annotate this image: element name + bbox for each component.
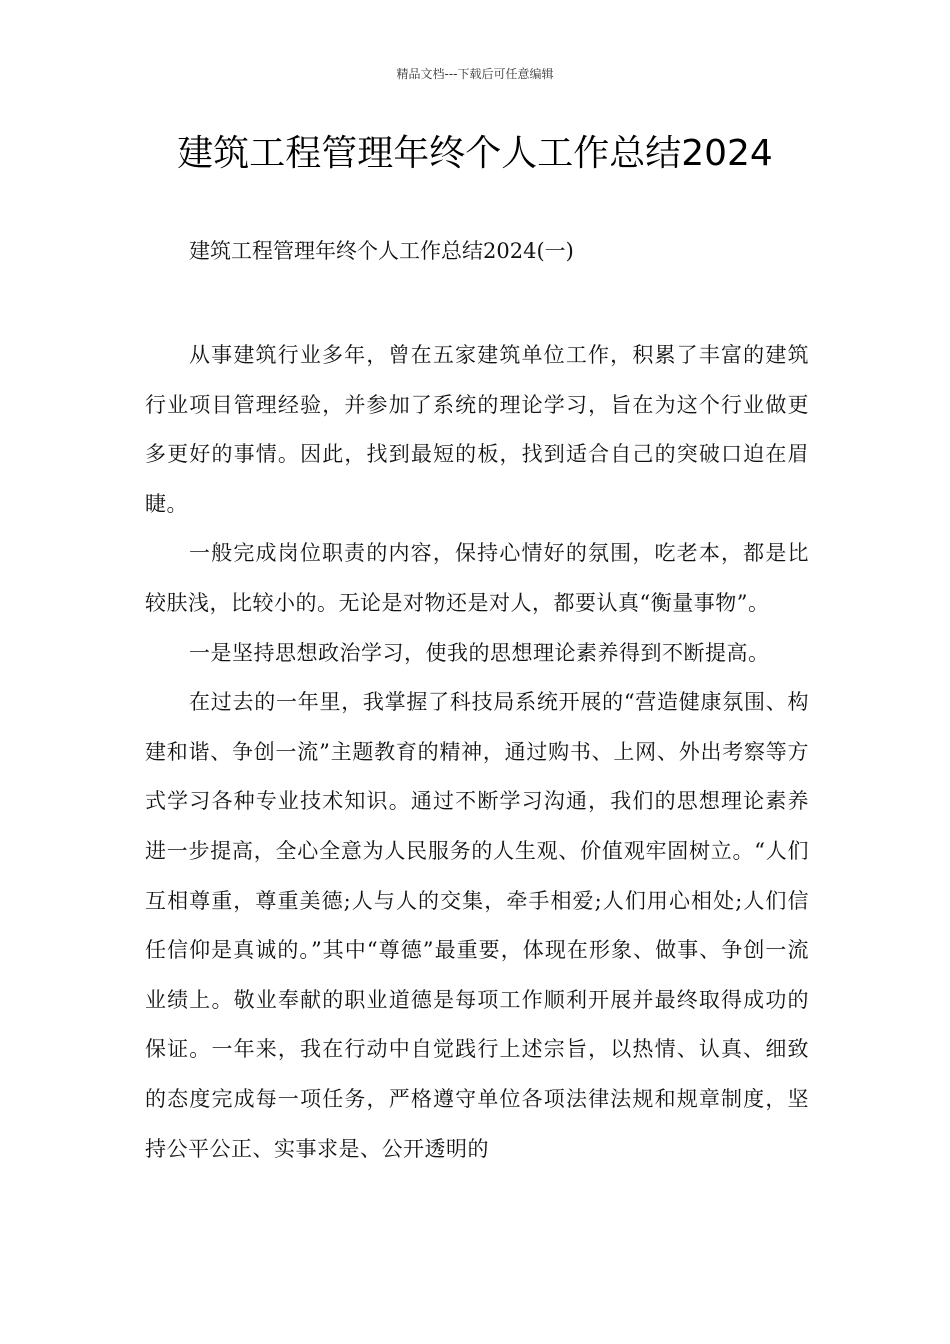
document-body [145,331,809,1174]
paragraph: 一是坚持思想政治学习，使我的思想理论素养得到不断提高。 [189,640,770,665]
section-heading: 建筑工程管理年终个人工作总结2024(一) [189,239,574,263]
document-title: 建筑工程管理年终个人工作总结2024 [177,133,773,174]
paragraph: 一般完成岗位职责的内容，保持心情好的氛围，吃老本，都是比较肤浅，比较小的。无论是对物还是对人，都要认真“衡量事物”。 [145,541,809,615]
paragraph: 在过去的一年里，我掌握了科技局系统开展的“营造健康氛围、构建和谐、争创一流”主题教育的精神，通过购书、上网、外出考察等方式学习各种专业技术知识。通过不断学习沟通，我们的思想理论素养进一步提高，全心全意为人民服务的人生观、价值观牢固树立。“人们互相尊重，尊重美德;人与人的交集，牵手相爱;人们用心相处;人们信任信仰是真诚的。”其中“尊德”最重要，体现在形象、做事、争创一流业绩上。敬业奉献的职业道德是每项工作顺利开展并最终取得成功的保证。一年来，我在行动中自觉践行上述宗旨，以热情、认真、细致的态度完成每一项任务，严格遵守单位各项法律法规和规章制度，坚持公平公正、实事求是、公开透明的 [145,690,809,1161]
header-note: 精品文档---下载后可任意编辑 [396,67,554,81]
paragraph: 从事建筑行业多年，曾在五家建筑单位工作，积累了丰富的建筑行业项目管理经验，并参加了系统的理论学习，旨在为这个行业做更多更好的事情。因此，找到最短的板，找到适合自己的突破口迫在眉睫。 [145,343,809,516]
